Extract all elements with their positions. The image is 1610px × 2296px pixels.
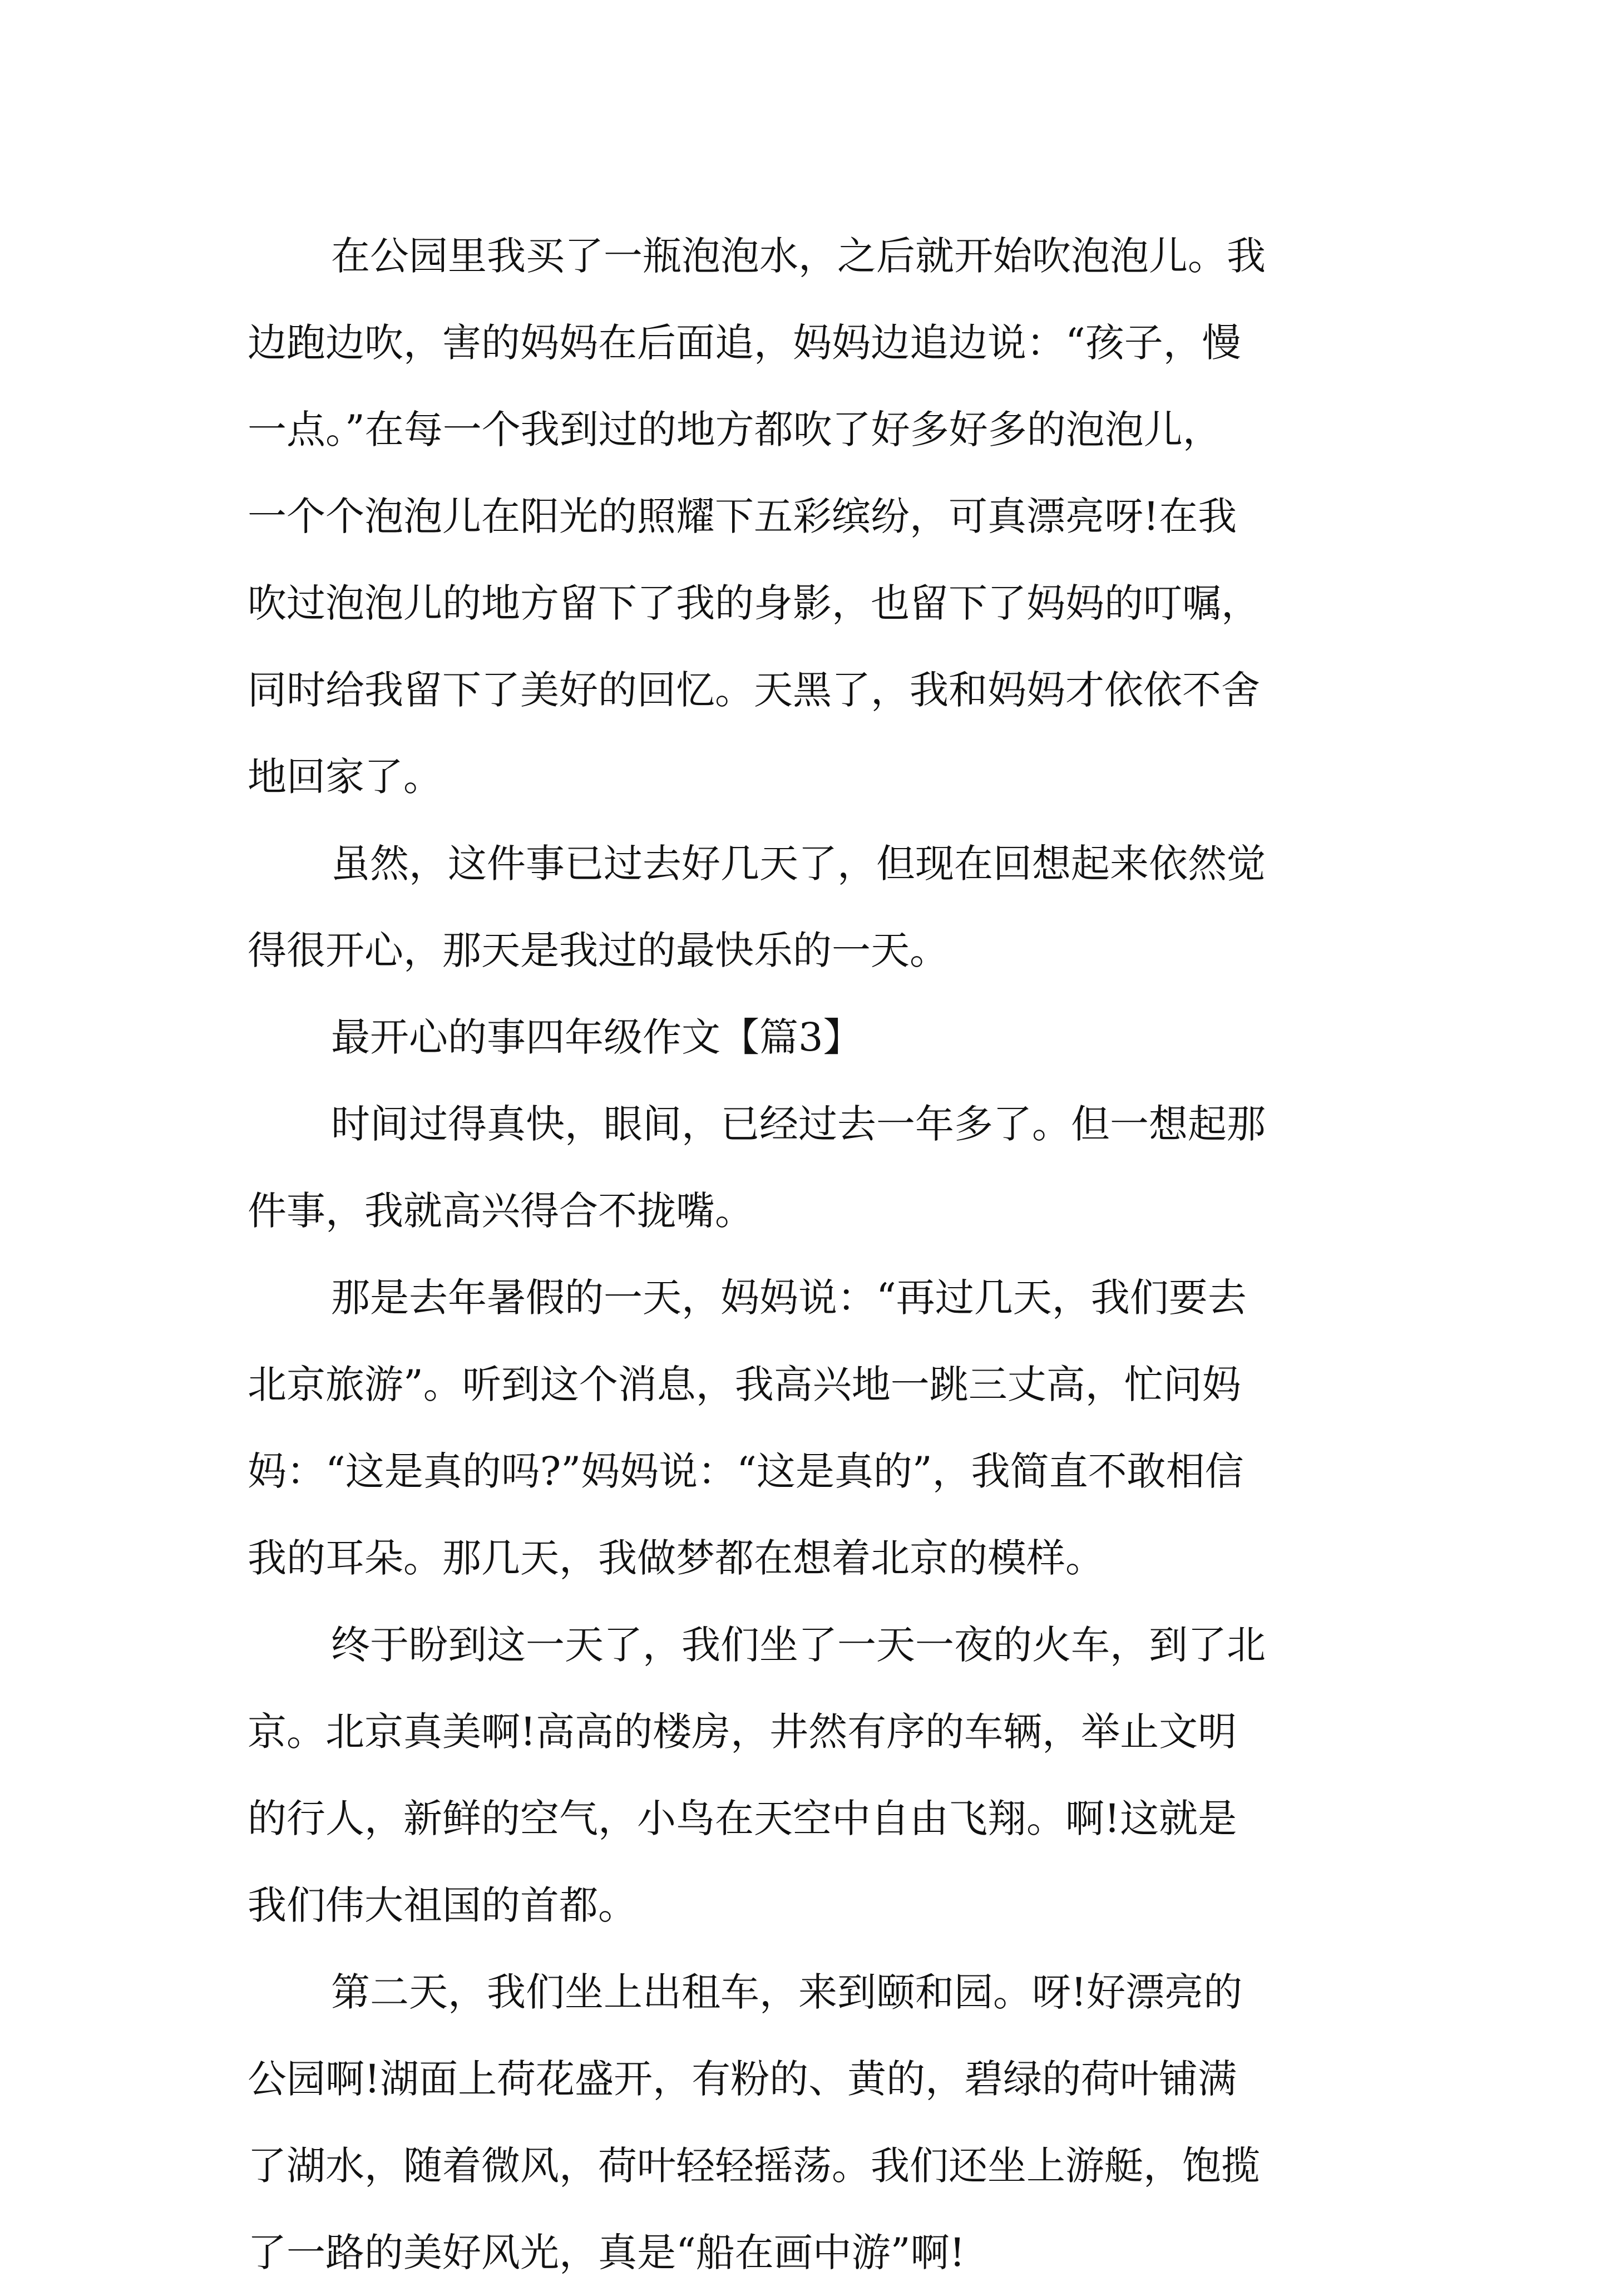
text-line: 那是去年暑假的一天，妈妈说：“再过几天，我们要去 <box>331 1275 1247 1321</box>
text-line: 了湖水，随着微风，荷叶轻轻摇荡。我们还坐上游艇，饱揽 <box>248 2143 1260 2189</box>
text-line: 第二天，我们坐上出租车，来到颐和园。呀!好漂亮的 <box>331 1969 1243 2015</box>
paragraph-arrive-beijing <box>248 1602 1377 1949</box>
document-body <box>248 213 1377 2296</box>
paragraph-park-bubbles <box>248 213 1377 820</box>
text-line: 得很开心，那天是我过的最快乐的一天。 <box>248 928 949 973</box>
text-line: 北京旅游”。听到这个消息，我高兴地一跳三丈高，忙问妈 <box>248 1362 1241 1407</box>
text-line: 一个个泡泡儿在阳光的照耀下五彩缤纷，可真漂亮呀!在我 <box>248 494 1237 539</box>
text-line: 边跑边吹，害的妈妈在后面追，妈妈边追边说：“孩子，慢 <box>248 320 1241 366</box>
text-line: 我们伟大祖国的首都。 <box>248 1883 637 1928</box>
text-line: 件事，我就高兴得合不拢嘴。 <box>248 1188 754 1234</box>
text-line: 在公园里我买了一瓶泡泡水，之后就开始吹泡泡儿。我 <box>331 233 1266 279</box>
paragraph-summer-palace <box>248 1949 1377 2296</box>
section-heading-text: 最开心的事四年级作文【篇3】 <box>331 1014 862 1060</box>
text-line: 吹过泡泡儿的地方留下了我的身影，也留下了妈妈的叮嘱， <box>248 580 1260 626</box>
text-line: 了一路的美好风光，真是“船在画中游”啊! <box>248 2230 965 2275</box>
text-line: 的行人，新鲜的空气，小鸟在天空中自由飞翔。啊!这就是 <box>248 1796 1237 1841</box>
paragraph-summer-trip <box>248 1254 1377 1602</box>
text-line: 同时给我留下了美好的回忆。天黑了，我和妈妈才依依不舍 <box>248 667 1260 713</box>
paragraph-conclusion <box>248 820 1377 994</box>
text-line: 京。北京真美啊!高高的楼房，井然有序的车辆，举止文明 <box>248 1709 1237 1755</box>
text-line: 虽然，这件事已过去好几天了，但现在回想起来依然觉 <box>331 841 1266 886</box>
text-line: 时间过得真快，眼间，已经过去一年多了。但一想起那 <box>331 1101 1266 1147</box>
text-line: 一点。”在每一个我到过的地方都吹了好多好多的泡泡儿， <box>248 407 1222 452</box>
text-line: 地回家了。 <box>248 754 442 800</box>
section-heading <box>248 994 1377 1081</box>
text-line: 终于盼到这一天了，我们坐了一天一夜的火车，到了北 <box>331 1622 1266 1668</box>
paragraph-intro <box>248 1081 1377 1254</box>
text-line: 公园啊!湖面上荷花盛开，有粉的、黄的，碧绿的荷叶铺满 <box>248 2056 1237 2102</box>
text-line: 妈：“这是真的吗?”妈妈说：“这是真的”，我简直不敢相信 <box>248 1448 1244 1494</box>
text-line: 我的耳朵。那几天，我做梦都在想着北京的模样。 <box>248 1535 1104 1581</box>
